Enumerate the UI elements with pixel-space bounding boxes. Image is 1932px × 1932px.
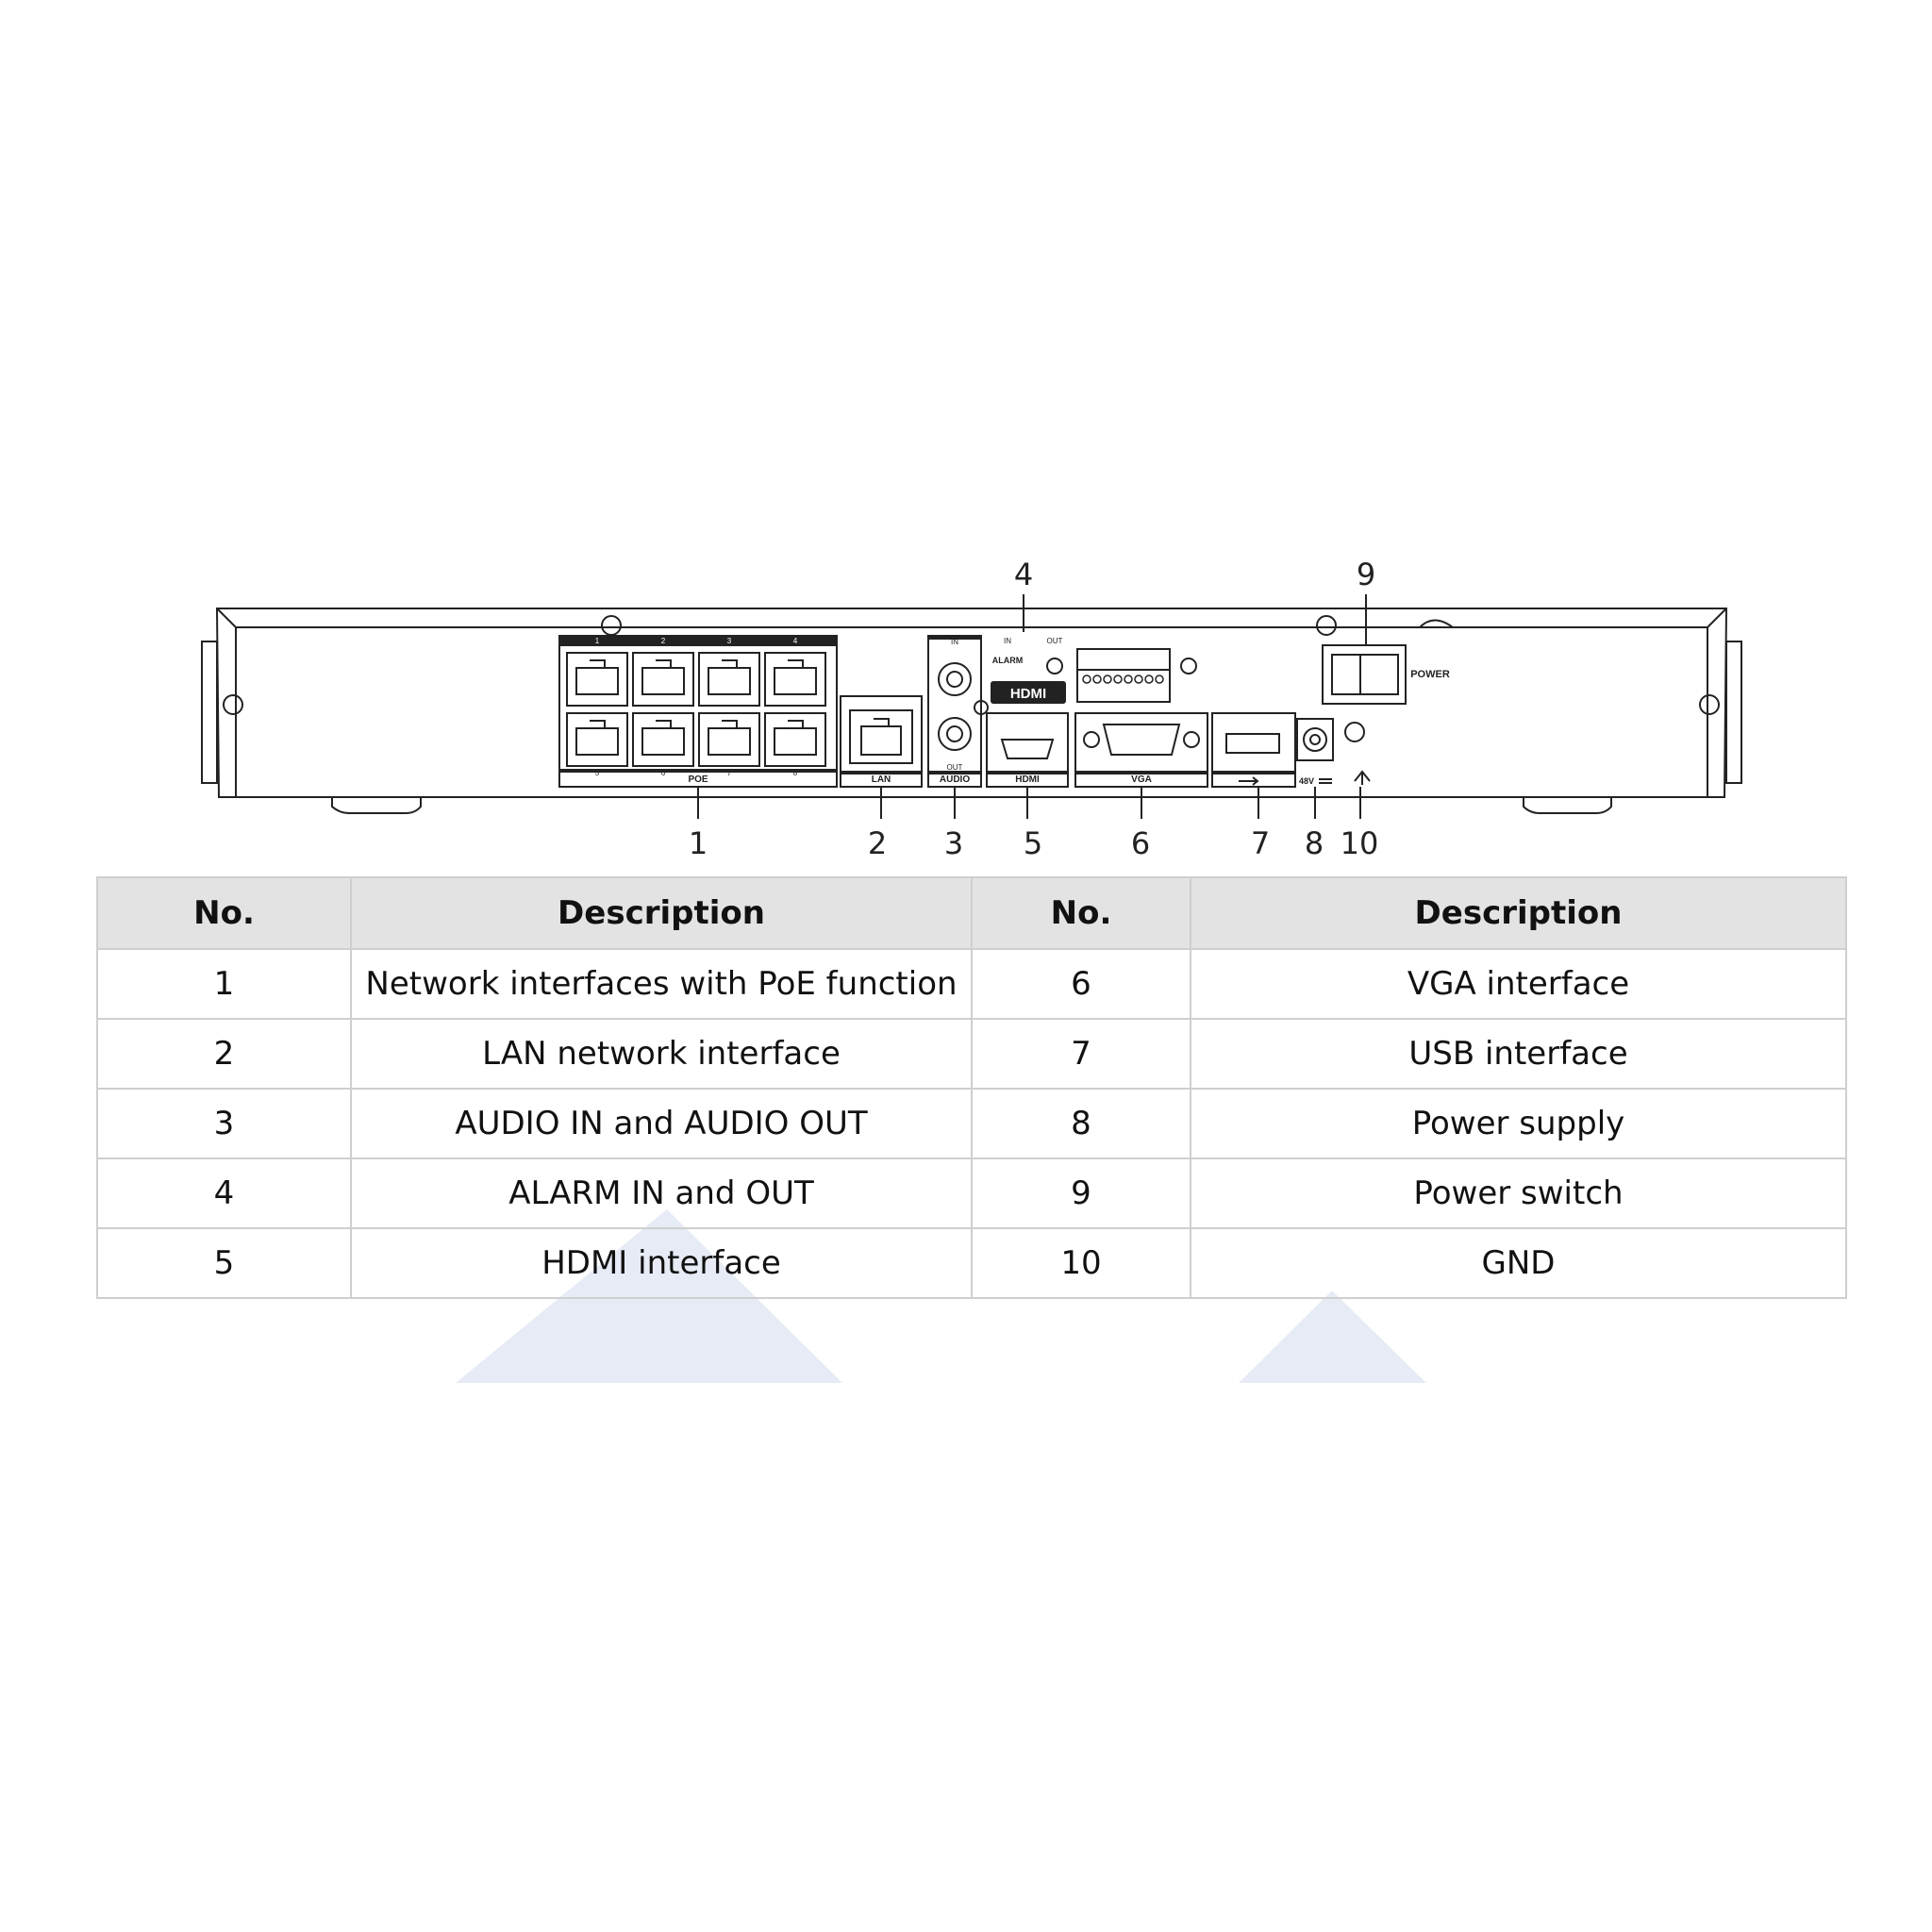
callout-1: 1 bbox=[688, 825, 708, 861]
lan-port bbox=[841, 696, 922, 787]
header-description: Description bbox=[1191, 877, 1846, 949]
screw-icon bbox=[1317, 616, 1336, 635]
poe-port-number: 6 bbox=[660, 769, 666, 777]
alarm-terminal bbox=[1047, 649, 1196, 702]
right-bracket bbox=[1726, 641, 1741, 783]
callout-7: 7 bbox=[1250, 825, 1271, 861]
screw-icon bbox=[1700, 695, 1719, 714]
screw-icon bbox=[602, 616, 621, 635]
poe-port bbox=[765, 653, 825, 706]
cell-no: 8 bbox=[972, 1089, 1191, 1158]
poe-port bbox=[765, 713, 825, 766]
left-bracket bbox=[202, 641, 217, 783]
callout-9: 9 bbox=[1356, 557, 1376, 592]
power-label: POWER bbox=[1410, 669, 1450, 680]
poe-port-number: 8 bbox=[792, 769, 798, 777]
cell-description: ALARM IN and OUT bbox=[351, 1158, 972, 1228]
screw-icon bbox=[224, 695, 242, 714]
poe-port bbox=[567, 713, 627, 766]
alarm-pin bbox=[1114, 675, 1122, 683]
audio-out-label: OUT bbox=[946, 763, 963, 772]
cell-description: HDMI interface bbox=[351, 1228, 972, 1298]
cell-no: 5 bbox=[97, 1228, 351, 1298]
alarm-pin bbox=[1093, 675, 1101, 683]
cell-no: 3 bbox=[97, 1089, 351, 1158]
table-row bbox=[97, 1228, 1846, 1298]
foot-right bbox=[1524, 797, 1611, 813]
poe-port bbox=[633, 713, 693, 766]
poe-port-number: 1 bbox=[594, 637, 600, 645]
cell-no: 6 bbox=[972, 949, 1191, 1019]
alarm-pin bbox=[1156, 675, 1163, 683]
cell-no: 10 bbox=[972, 1228, 1191, 1298]
alarm-in-label: IN bbox=[1004, 637, 1011, 645]
cell-description: LAN network interface bbox=[351, 1019, 972, 1089]
cell-description: Power switch bbox=[1191, 1158, 1846, 1228]
poe-port-number: 3 bbox=[726, 637, 732, 645]
alarm-pin bbox=[1083, 675, 1091, 683]
alarm-out-label: OUT bbox=[1046, 637, 1063, 645]
alarm-pin bbox=[1135, 675, 1142, 683]
cell-description: Network interfaces with PoE function bbox=[351, 949, 972, 1019]
cell-description: GND bbox=[1191, 1228, 1846, 1298]
power-switch bbox=[1323, 645, 1406, 704]
poe-port-number: 2 bbox=[660, 637, 666, 645]
header-description: Description bbox=[351, 877, 972, 949]
poe-port bbox=[699, 713, 759, 766]
callout-6: 6 bbox=[1130, 825, 1151, 861]
poe-port bbox=[567, 653, 627, 706]
alarm-pin bbox=[1124, 675, 1132, 683]
table-row bbox=[97, 949, 1846, 1019]
poe-port-number: 7 bbox=[726, 769, 732, 777]
callout-10: 10 bbox=[1340, 825, 1379, 861]
table-header-row bbox=[97, 877, 1846, 949]
cell-no: 1 bbox=[97, 949, 351, 1019]
alarm-pins bbox=[1083, 675, 1163, 683]
vga-label: VGA bbox=[1131, 774, 1152, 785]
poe-port-number: 4 bbox=[792, 637, 798, 645]
power-voltage-label: 48V bbox=[1298, 776, 1315, 786]
alarm-label: ALARM bbox=[991, 656, 1024, 665]
cell-description: USB interface bbox=[1191, 1019, 1846, 1089]
audio-label: AUDIO bbox=[939, 774, 971, 785]
ground-icon bbox=[1355, 772, 1370, 785]
cell-description: AUDIO IN and AUDIO OUT bbox=[351, 1089, 972, 1158]
callout-5: 5 bbox=[1023, 825, 1043, 861]
poe-port bbox=[699, 653, 759, 706]
usb-port bbox=[1212, 713, 1295, 787]
callout-8: 8 bbox=[1304, 825, 1324, 861]
table-row bbox=[97, 1019, 1846, 1089]
cell-no: 4 bbox=[97, 1158, 351, 1228]
callout-3: 3 bbox=[943, 825, 964, 861]
lan-label: LAN bbox=[871, 774, 891, 785]
header-no: No. bbox=[972, 877, 1191, 949]
table-row bbox=[97, 1158, 1846, 1228]
cell-no: 7 bbox=[972, 1019, 1191, 1089]
alarm-pin bbox=[1104, 675, 1111, 683]
callout-4: 4 bbox=[1013, 557, 1034, 592]
header-no: No. bbox=[97, 877, 351, 949]
poe-port-number: 5 bbox=[594, 769, 600, 777]
hdmi-label: HDMI bbox=[1015, 774, 1040, 785]
power-supply-port bbox=[1297, 719, 1364, 783]
cell-description: Power supply bbox=[1191, 1089, 1846, 1158]
poe-port bbox=[633, 653, 693, 706]
cell-description: VGA interface bbox=[1191, 949, 1846, 1019]
callout-2: 2 bbox=[867, 825, 888, 861]
interface-table bbox=[96, 876, 1847, 1299]
poe-label: POE bbox=[688, 774, 708, 785]
foot-left bbox=[332, 797, 421, 813]
cell-no: 2 bbox=[97, 1019, 351, 1089]
poe-port-grid bbox=[567, 637, 825, 777]
table-row bbox=[97, 1089, 1846, 1158]
hdmi-logo: HDMI bbox=[1009, 686, 1047, 702]
alarm-pin bbox=[1145, 675, 1153, 683]
cell-no: 9 bbox=[972, 1158, 1191, 1228]
audio-in-label: IN bbox=[951, 638, 958, 646]
